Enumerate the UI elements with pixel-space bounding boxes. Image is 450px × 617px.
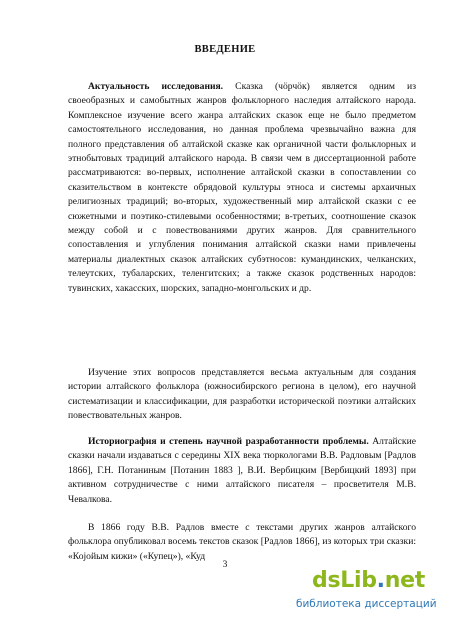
historiography-lead: Историография и степень научной разработанности проблемы. [88,436,369,447]
paragraph-historiography [68,435,416,507]
dslib-logo: dsLib.net [312,568,425,593]
page-number: 3 [222,560,228,570]
radlov-text: В 1866 году В.В. Радлов вместе с текстами других жанров алтайского фольклора опубликовал восемь текстов сказок [Радлов 1866], из которых три сказки: «Коjойым кижи» («Купец»), «Куд [68,522,416,562]
relevance-lead: Актуальность исследования. [88,81,224,92]
study-text: Изучение этих вопросов представляется весьма актуальным для создания истории алтайского фольклора (южносибирского региона в целом), его научной систематизации и классификации, для разработки исторической поэтики алтайских повествовательных жанров. [68,367,416,422]
paragraph-relevance [68,80,416,296]
paragraph-radlov [68,521,416,564]
relevance-text: Сказка (чӧрчӧк) является одним из своеобразных и самобытных жанров фольклорного наследия алтайского народа. Комплексное изучение всего жанра алтайских сказок еще не было предметом самостоятельного исследования, но данная проблема чрезвычайно важна для полного представления об алтайской сказке как органичной части фольклорных и этнобытовых традиций алтайского народа. В связи чем в диссертационной работе рассматриваются: во-первых, исполнение алтайской сказки в сопоставлении со сказительством в контексте обрядовой культуры этноса и системы архаичных религиозных традиций; во-вторых, художественный мир алтайской сказки с ее сюжетными и поэтико-стилевыми особенностями; в-третьих, соотношение сказок между собой и с повествованиями других жанров. Для сравнительного сопоставления и углубления понимания алтайской сказки нами привлечены материалы диалектных сказок алтайских субэтносов: кумандинских, челканских, телеутских, тубаларских, теленгитских; а также сказок родственных народов: тувинских, хакасских, шорских, западно-монгольских и др. [68,81,416,294]
paragraph-study [68,366,416,424]
section-heading: ВВЕДЕНИЕ [194,44,256,55]
dslib-subtitle: библиотека диссертаций [296,598,437,610]
dslib-watermark [290,568,450,617]
historiography-text: Алтайские сказки начали издаваться с середины XIX века тюркологами В.В. Радловым [Радлов 1866], Г.Н. Потаниным [Потанин 1883 ], В.И. Вербицким [Вербицкий 1893] при активном сотрудничестве с ними алтайского писателя – просветителя М.В. Чевалкова. [68,436,416,505]
